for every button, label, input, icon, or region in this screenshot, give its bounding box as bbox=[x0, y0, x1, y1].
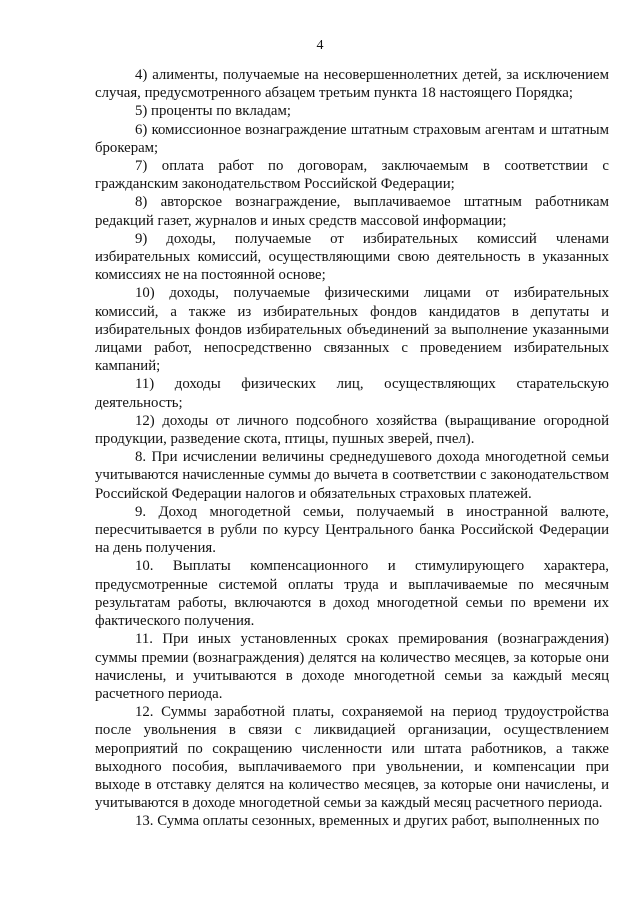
paragraph-item-12: 12) доходы от личного подсобного хозяйства (выращивание огородной продукции, разведение скота, птицы, пушных зверей, пчел). bbox=[95, 412, 609, 448]
paragraph-item-6: 6) комиссионное вознаграждение штатным страховым агентам и штатным брокерам; bbox=[95, 121, 609, 156]
page-number: 4 bbox=[316, 38, 324, 53]
paragraph-item-11: 11) доходы физических лиц, осуществляющих старательскую деятельность; bbox=[95, 376, 609, 411]
paragraph-point-8: 8. При исчислении величины среднедушевого дохода многодетной семьи учитываются начисленные суммы до вычета в соответствии с законодательством Российской Федерации налогов и обязательных страховых платежей. bbox=[95, 449, 609, 502]
paragraph-item-4: 4) алименты, получаемые на несовершеннолетних детей, за исключением случая, предусмотренного абзацем третьим пункта 18 настоящего Порядка; bbox=[95, 67, 609, 102]
paragraph-point-10: 10. Выплаты компенсационного и стимулирующего характера, предусмотренные системой оплаты труда и выплачиваемые по месячным результатам работы, включаются в доход многодетной семьи по времени их фактического получения. bbox=[95, 558, 609, 630]
document-body bbox=[95, 66, 609, 831]
paragraph-item-7: 7) оплата работ по договорам, заключаемым в соответствии с гражданским законодательством Российской Федерации; bbox=[95, 158, 609, 193]
paragraph-point-9: 9. Доход многодетной семьи, получаемый в иностранной валюте, пересчитывается в рубли по курсу Центрального банка Российской Федерации на день получения. bbox=[95, 503, 609, 557]
paragraph-item-5: 5) проценты по вкладам; bbox=[135, 103, 291, 120]
paragraph-point-11: 11. При иных установленных сроках премирования (вознаграждения) суммы премии (вознаграждения) делятся на количество месяцев, за которые они начислены, и учитываются в доходе многодетной семьи за каждый месяц расчетного периода. bbox=[95, 631, 609, 702]
paragraph-point-13: 13. Сумма оплаты сезонных, временных и других работ, выполненных по bbox=[135, 813, 600, 830]
paragraph-point-12: 12. Суммы заработной платы, сохраняемой на период трудоустройства после увольнения в связи с ликвидацией организации, осуществлением мероприятий по сокращению численности или штата работников, а также выходного пособия, выплачиваемого при увольнении, и компенсации при выходе в отставку делятся на количество месяцев, за которые они начислены, и учитываются в доходе многодетной семьи за каждый месяц расчетного периода. bbox=[95, 704, 609, 812]
paragraph-item-8: 8) авторское вознаграждение, выплачиваемое штатным работникам редакций газет, журналов и иных средств массовой информации; bbox=[95, 194, 609, 229]
paragraph-item-10: 10) доходы, получаемые физическими лицами от избирательных комиссий, а также из избирательных фондов кандидатов в депутаты и избирательных фондов избирательных объединений за выполнение указанными лицами работ, непосредственно связанных с проведением избирательных кампаний; bbox=[95, 285, 609, 375]
paragraph-item-9: 9) доходы, получаемые от избирательных комиссий членами избирательных комиссий, осуществляющими свою деятельность в указанных комиссиях не на постоянной основе; bbox=[95, 230, 609, 284]
